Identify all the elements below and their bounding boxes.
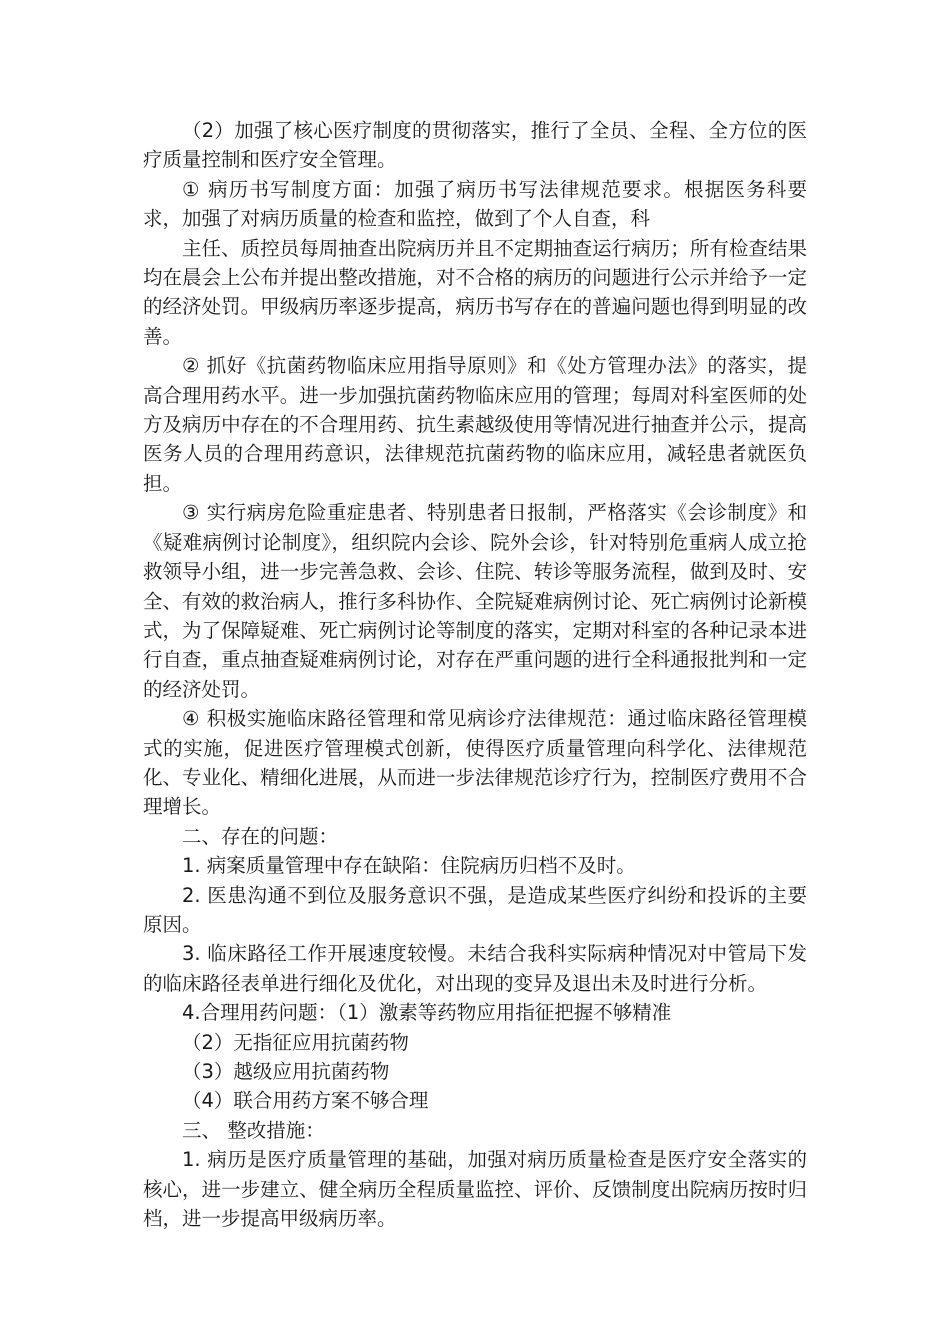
paragraph-record-inspection: 主任、质控员每周抽查出院病历并且不定期抽查运行病历；所有检查结果均在晨会上公布并提出整改措施，对不合格的病历的问题进行公示并给予一定的经济处罚。甲级病历率逐步提高，病历书写存在的普遍问题也得到明显的改善。 <box>143 236 807 348</box>
problem-item-2: 2. 医患沟通不到位及服务意识不强，是造成某些医疗纠纷和投诉的主要原因。 <box>143 883 807 936</box>
problem-item-3: 3. 临床路径工作开展速度较慢。未结合我科实际病种情况对中管局下发的临床路径表单进行细化及优化，对出现的变异及退出未及时进行分析。 <box>143 942 807 995</box>
problem-subitem-2: （2）无指征应用抗菌药物 <box>182 1030 409 1054</box>
paragraph-clinical-pathway: ④ 积极实施临床路径管理和常见病诊疗法律规范：通过临床路径管理模式的实施，促进医疗管理模式创新，使得医疗质量管理向科学化、法律规范化、专业化、精细化进展，从而进一步法律规范诊疗行为，控制医疗费用不合理增长。 <box>143 707 807 819</box>
section-heading-measures: 三、 整改措施： <box>182 1118 325 1142</box>
measure-item-1: 1. 病历是医疗质量管理的基础，加强对病历质量检查是医疗安全落实的核心，进一步建立、健全病历全程质量监控、评价、反馈制度出院病历按时归档，进一步提高甲级病历率。 <box>143 1148 807 1231</box>
problem-subitem-3: （3）越级应用抗菌药物 <box>182 1060 390 1083</box>
paragraph-antibiotic-guidelines: ② 抓好《抗菌药物临床应用指导原则》和《处方管理办法》的落实，提高合理用药水平。进一步加强抗菌药物临床应用的管理；每周对科室医师的处方及病历中存在的不合理用药、抗生素越级使用等情况进行抽查并公示，提高医务人员的合理用药意识，法律规范抗菌药物的临床应用，减轻患者就医负担。 <box>143 354 807 495</box>
paragraph-medical-record-writing: ① 病历书写制度方面：加强了病历书写法律规范要求。根据医务科要求，加强了对病历质量的检查和监控，做到了个人自查，科 <box>143 177 807 231</box>
paragraph-critical-patient-report: ③ 实行病房危险重症患者、特别患者日报制，严格落实《会诊制度》和《疑难病例讨论制度》，组织院内会诊、院外会诊，针对特别危重病人成立抢救领导小组，进一步完善急救、会诊、住院、转诊等服务流程，做到及时、安全、有效的救治病人，推行多科协作、全院疑难病例讨论、死亡病例讨论新模式，为了保障疑难、死亡病例讨论等制度的落实，定期对科室的各种记录本进行自查，重点抽查疑难病例讨论，对存在严重问题的进行全科通报批判和一定的经济处罚。 <box>143 501 807 701</box>
problem-item-4: 4.合理用药问题：（1）激素等药物应用指征把握不够精准 <box>182 1001 672 1025</box>
problem-subitem-4: （4）联合用药方案不够合理 <box>182 1089 429 1113</box>
paragraph-core-system: （2）加强了核心医疗制度的贯彻落实，推行了全员、全程、全方位的医疗质量控制和医疗安全管理。 <box>143 119 807 172</box>
problem-item-1: 1. 病案质量管理中存在缺陷：住院病历归档不及时。 <box>182 854 636 878</box>
section-heading-problems: 二、存在的问题： <box>182 824 339 848</box>
document-body <box>143 116 807 1233</box>
